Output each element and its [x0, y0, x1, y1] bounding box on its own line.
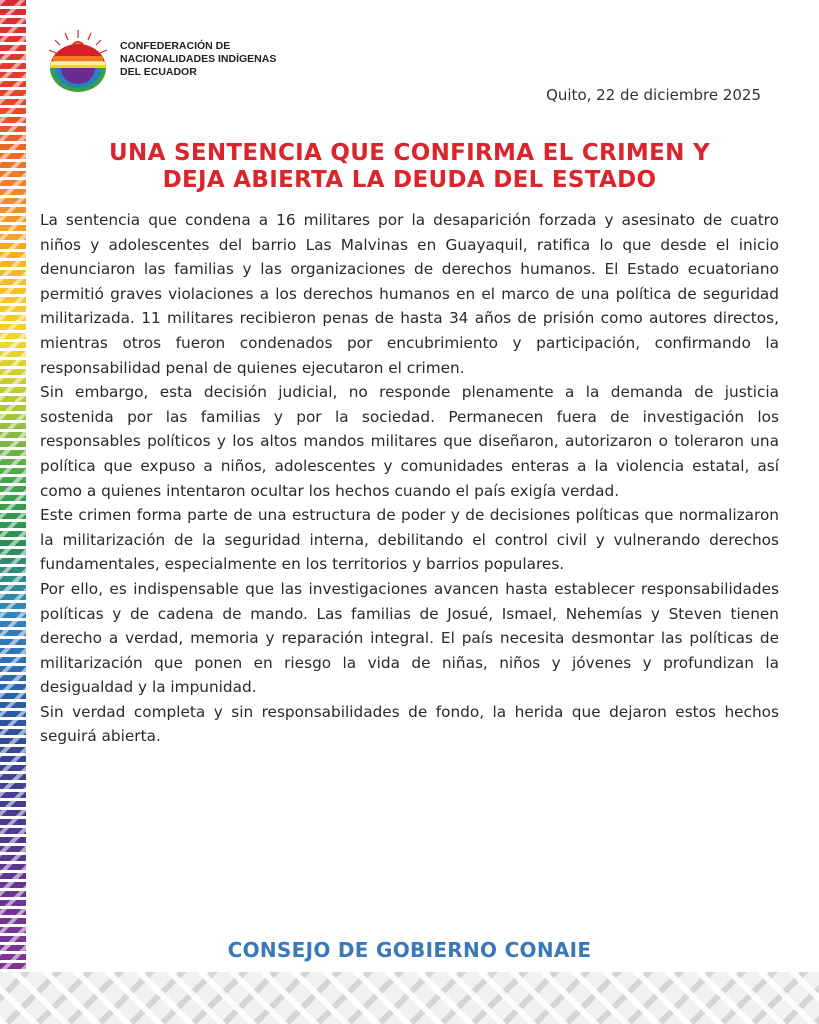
body-paragraph: La sentencia que condena a 16 militares por la desaparición forzada y asesinato de cuatro niños y adolescentes del barrio Las Malvinas en Guayaquil, ratifica lo que desde el inicio denunciaron las familias y las organizaciones de derechos humanos. El Estado ecuatoriano permitió graves violaciones a los derechos humanos en el marco de una política de seguridad militarizada. 11 militares recibieron penas de hasta 34 años de prisión como autores directos, mientras otros fueron condenados por encubrimiento y participación, confirmando la responsabilidad penal de quienes ejecutaron el crimen.: [40, 211, 779, 377]
body-paragraph: Este crimen forma parte de una estructura de poder y de decisiones políticas que normalizaron la militarización de la seguridad interna, debilitando el control civil y vulnerando derechos fundamentales, especialmente en los territorios y barrios populares.: [40, 506, 779, 574]
body-paragraph: Por ello, es indispensable que las investigaciones avancen hasta establecer responsabilidades políticas y de cadena de mando. Las familias de Josué, Ismael, Nehemías y Steven tienen derecho a verdad, memoria y reparación integral. El país necesita desmontar las políticas de militarización que ponen en riesgo la vida de niñas, niños y jóvenes y profundizan la desigualdad y la impunidad.: [40, 579, 779, 697]
document-title: UNA SENTENCIA QUE CONFIRMA EL CRIMEN Y DEJA ABIERTA LA DEUDA DEL ESTADO: [109, 140, 710, 193]
org-name: CONFEDERACIÓN DE NACIONALIDADES INDÍGENAS DEL ECUADOR: [120, 40, 277, 78]
bottom-pattern-band: [0, 972, 819, 1024]
signature-footer: CONSEJO DE GOBIERNO CONAIE: [227, 938, 592, 962]
org-logo: [45, 28, 295, 98]
body-paragraph: Sin verdad completa y sin responsabilidades de fondo, la herida que dejaron estos hechos seguirá abierta.: [40, 702, 779, 746]
body-paragraph: Sin embargo, esta decisión judicial, no responde plenamente a la demanda de justicia sostenida por las familias y por la sociedad. Permanecen fuera de investigación los responsables políticos y los altos mandos militares que diseñaron, autorizaron o toleraron una política que expuso a niños, adolescentes y comunidades enteras a la violencia estatal, así como a quienes intentaron ocultar los hechos cuando el país exigía verdad.: [40, 383, 779, 500]
document-date: Quito, 22 de diciembre 2025: [546, 86, 761, 104]
zigzag-pattern-overlay: [0, 0, 26, 1024]
document-body: [40, 208, 779, 749]
conaie-logo-icon: [45, 28, 111, 94]
